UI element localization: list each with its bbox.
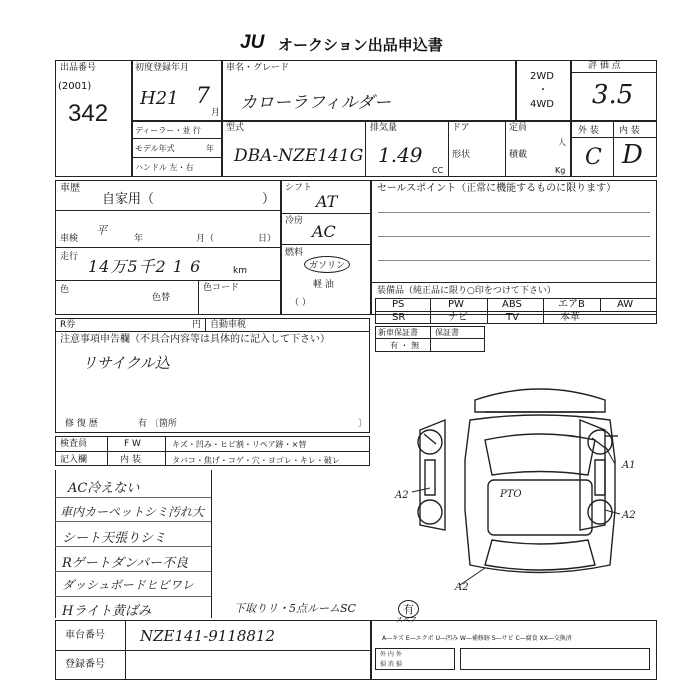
yen-unit: 円 [192,320,202,330]
diagram-label-a1: A1 [622,460,636,471]
name-label: 車名・グレード [226,63,290,73]
shift-value: AT [316,192,338,211]
kg-unit: Kg [555,166,566,175]
ju-logo: JU [240,32,265,53]
inspection-day: 日） [258,234,277,244]
exterior-value: C [585,145,602,170]
remark-1: AC冷えない [68,481,140,496]
equip-tv: TV [506,312,519,323]
reg-label: 登録番号 [65,659,105,670]
tax-label: 自動車税 [210,320,247,330]
equip-leather: 本革 [560,312,580,323]
lot-prefix: (2001) [58,81,92,92]
equip-navi: ナビ [448,312,468,323]
equip-pw: PW [448,299,464,310]
equip-sr: SR [392,312,406,323]
fuel-value: ガソリン [304,256,350,273]
right-note: 下取りリ・5点ルームSC [234,602,356,615]
diagram-center: PTO [500,489,522,500]
diagram-label-a2-left: A2 [395,490,409,501]
remark-5: ダッシュボードヒビワレ [62,578,194,592]
r-ticket-label: R券 [60,320,76,330]
equip-aw: AW [617,299,634,310]
small-box-2: 損 消 損 [380,661,402,668]
drive-dot: ・ [538,85,548,96]
shape-label: 形状 [452,150,471,160]
drive-2wd: 2WD [530,71,554,82]
drive-4wd: 4WD [530,99,554,110]
inspection-year: 年 [134,234,144,244]
displacement-value: 1.49 [378,143,423,167]
chassis-value: NZE141-9118812 [140,627,275,645]
chassis-label: 車台番号 [65,630,105,641]
remark-6: Hライト黄ばみ [62,604,151,619]
inspector-label: 検査員 [60,439,88,449]
entry-label: 記入欄 [60,455,88,465]
interior-label: 内 装 [619,126,640,136]
repair-close: 〕 [358,419,368,429]
interior-col: 内 装 [120,455,141,465]
damage-codes: キズ・凹み・ヒビ割・リペア跡・×替 [172,440,307,449]
first-reg-label: 初度登録年月 [135,63,190,73]
capacity-label: 定員 [509,123,528,133]
form-title: オークション出品申込書 [278,36,443,54]
spare-mark: 有 [398,600,419,618]
mileage-label: 走行 [60,252,79,262]
history-close: ） [262,192,276,207]
inspection-era: 平 [96,224,107,237]
exterior-label: 外 装 [578,126,599,136]
person-unit: 人 [558,138,566,147]
spare-label: スペア [396,616,417,624]
mileage-value: 14万5千2 1 6 [88,257,202,276]
type-label: 型式 [226,123,245,133]
warranty-value: 有 ・ 無 [390,341,420,350]
inspection-label: 車検 [60,234,79,244]
diagram-label-a2-bottom: A2 [455,582,469,593]
car-diagram [395,380,680,600]
era: H21 [140,88,179,109]
loading-label: 積載 [509,150,528,160]
lot-label: 出品番号 [60,63,97,73]
model-year-label: モデル年式 [135,144,175,153]
shift-label: シフト [285,183,313,193]
handle-label: ハンドル 左・右 [135,163,194,172]
warranty-note: 保証書 [435,328,459,337]
grade-label: 評 価 点 [588,61,621,71]
cc-unit: CC [432,166,444,175]
fuel-label: 燃料 [285,248,304,258]
lot-number: 342 [68,100,109,127]
equip-label: 装備品（純正品に限り○印をつけて下さい） [377,286,556,296]
color-change-label: 色替 [152,293,171,303]
fuel-diesel: 軽 油 [313,280,334,290]
repair-value: 有 〔箇所 [138,419,177,429]
legend-line: A―キズ E―エクボ U―凹み W―補修跡 S―サビ C―腐食 XX―交換済 [382,635,572,642]
equip-ps: PS [392,299,405,310]
month-unit: 月 [211,108,221,118]
remark-2: 車内カーペットシミ汚れ大 [60,505,205,519]
small-boxes-right [460,648,650,670]
fw-label: F W [124,439,141,449]
notes-value: リサイクル込 [82,354,170,372]
remark-4: Rゲートダンパー不良 [62,556,189,571]
fuel-paren: （ ） [290,298,311,308]
cooling-value: AC [312,222,336,241]
history-label: 車歴 [60,183,80,194]
door-label: ドア [452,123,470,133]
color-label: 色 [60,285,70,295]
header [240,32,480,54]
km-unit: km [233,266,247,276]
diagram-label-a2-right: A2 [622,510,636,521]
dealer-label: ディーラー・並 行 [135,126,201,135]
small-box-1: 外 内 外 [380,651,402,658]
color-code-label: 色コード [203,283,240,293]
notes-label: 注意事項申告欄（不具合内容等は具体的に記入して下さい） [60,334,330,345]
equip-airbag: エアB [558,299,585,310]
month: 7 [196,84,210,109]
history-value: 自家用（ [102,192,155,207]
car-name: カローラフィルダー [240,93,391,113]
year-unit: 年 [206,144,214,153]
cooling-label: 冷房 [285,216,304,226]
grade-value: 3.5 [592,80,634,110]
sales-label: セールスポイント（正常に機能するものに限ります） [377,183,617,194]
interior-value: D [622,140,643,170]
repair-label: 修 復 歴 [65,419,98,429]
new-car-warranty-label: 新車保証書 [378,328,418,337]
inspection-month: 月（ [196,234,215,244]
remark-3: シート天張りシミ [62,531,167,546]
type-value: DBA-NZE141G [234,146,364,166]
equip-abs: ABS [502,299,522,310]
displacement-label: 排気量 [370,123,398,133]
interior-codes: タバコ・焦げ・コゲ・穴・ヨゴレ・キレ・破レ [172,456,340,465]
